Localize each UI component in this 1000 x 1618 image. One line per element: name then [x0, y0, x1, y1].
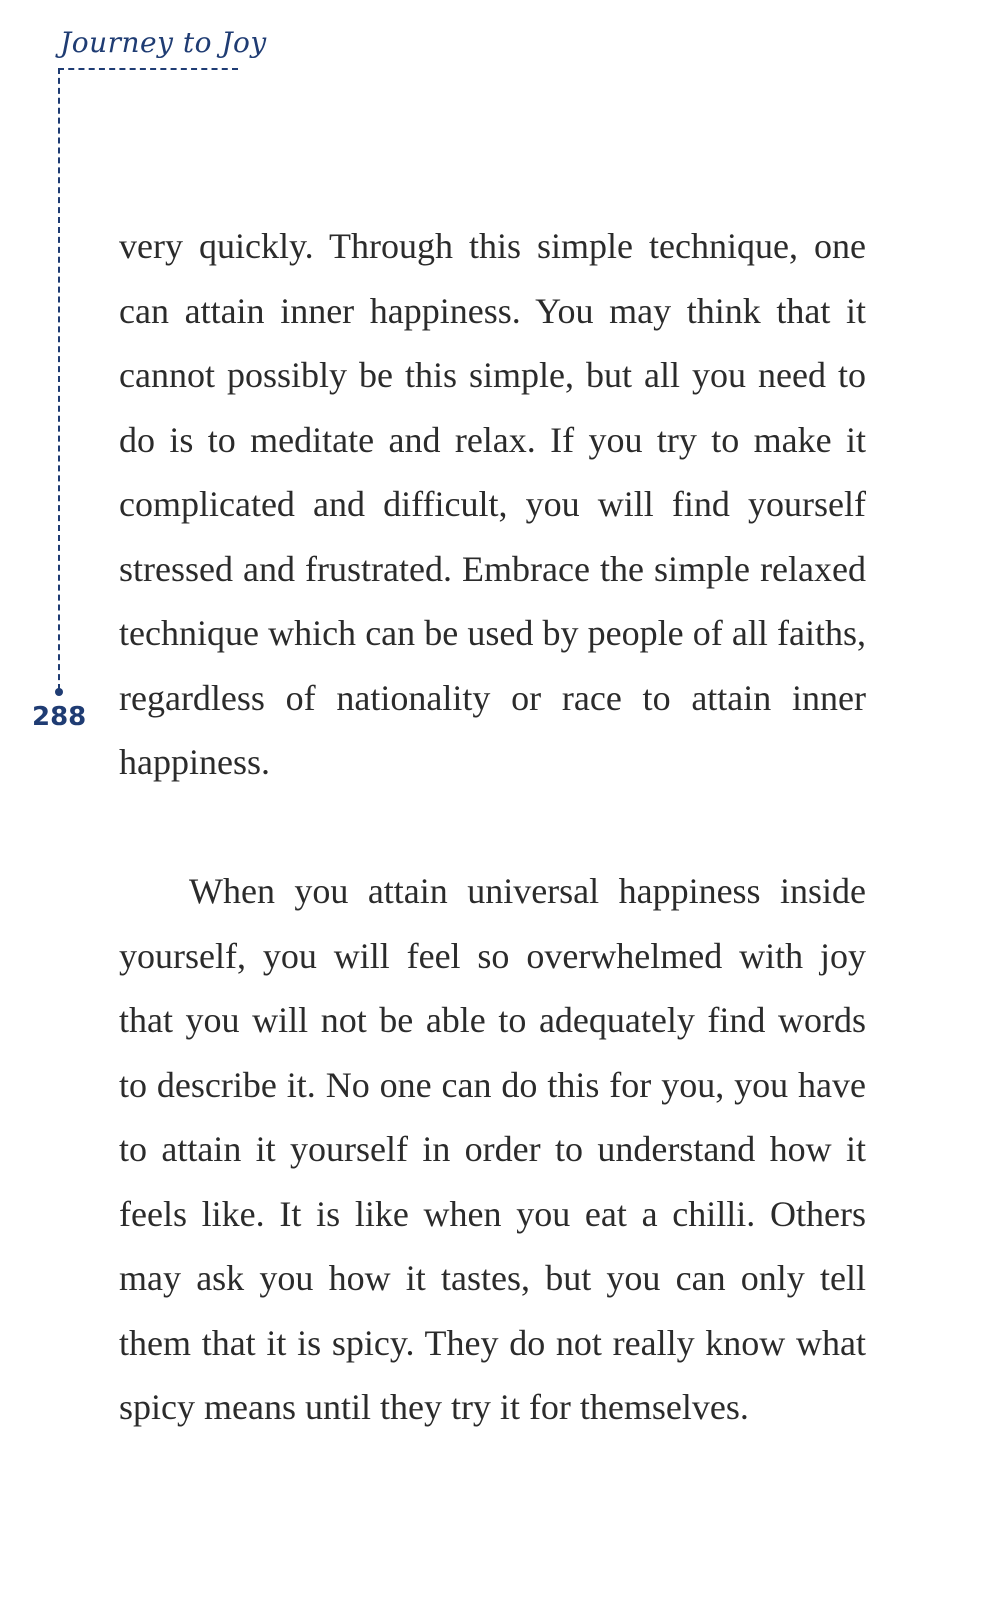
page-number: 288: [32, 702, 87, 732]
margin-rule-dot: [55, 688, 63, 696]
paragraph: When you attain universal happiness inside yourself, you will feel so overwhelmed with joy that you will not be able to adequately find words to describe it. No one can do this for you, you have to attain it yourself in order to understand how it feels like. It is like when you eat a chilli. Others may ask you how it tastes, but you can only tell them that it is spicy. They do not really know what spicy means until they try it for themselves.: [119, 871, 866, 1427]
header-dashed-rule: [58, 68, 238, 70]
paragraph: very quickly. Through this simple technique, one can attain inner happiness. You may think that it cannot possibly be this simple, but all you need to do is to meditate and relax. If you try to make it complicated and difficult, you will find yourself stressed and frustrated. Embrace the simple relaxed technique which can be used by people of all faiths, regardless of nationality or race to attain inner happiness.: [119, 226, 866, 782]
running-head-title: Journey to Joy: [60, 26, 267, 59]
body-text: [119, 214, 866, 1440]
margin-dashed-rule: [58, 68, 60, 690]
